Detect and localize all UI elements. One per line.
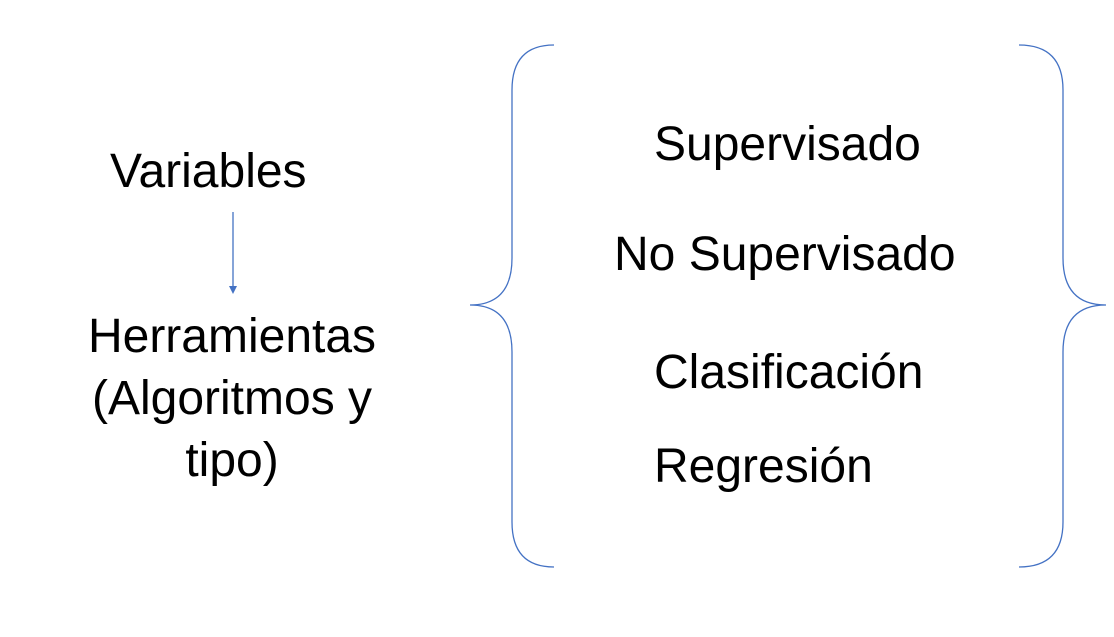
- variables-label: Variables: [110, 145, 307, 198]
- arrow-head: [229, 286, 237, 294]
- item-clasificacion: Clasificación: [654, 346, 924, 399]
- herramientas-line-2: (Algoritmos y: [91, 372, 373, 425]
- herramientas-line-1: Herramientas: [87, 310, 377, 363]
- item-no-supervisado: No Supervisado: [614, 228, 956, 281]
- item-regresion: Regresión: [654, 440, 873, 493]
- herramientas-line-3: tipo): [185, 434, 279, 487]
- herramientas-label: [40, 306, 424, 492]
- right-brace: [1019, 45, 1106, 567]
- item-supervisado: Supervisado: [654, 118, 921, 171]
- left-brace: [470, 45, 554, 567]
